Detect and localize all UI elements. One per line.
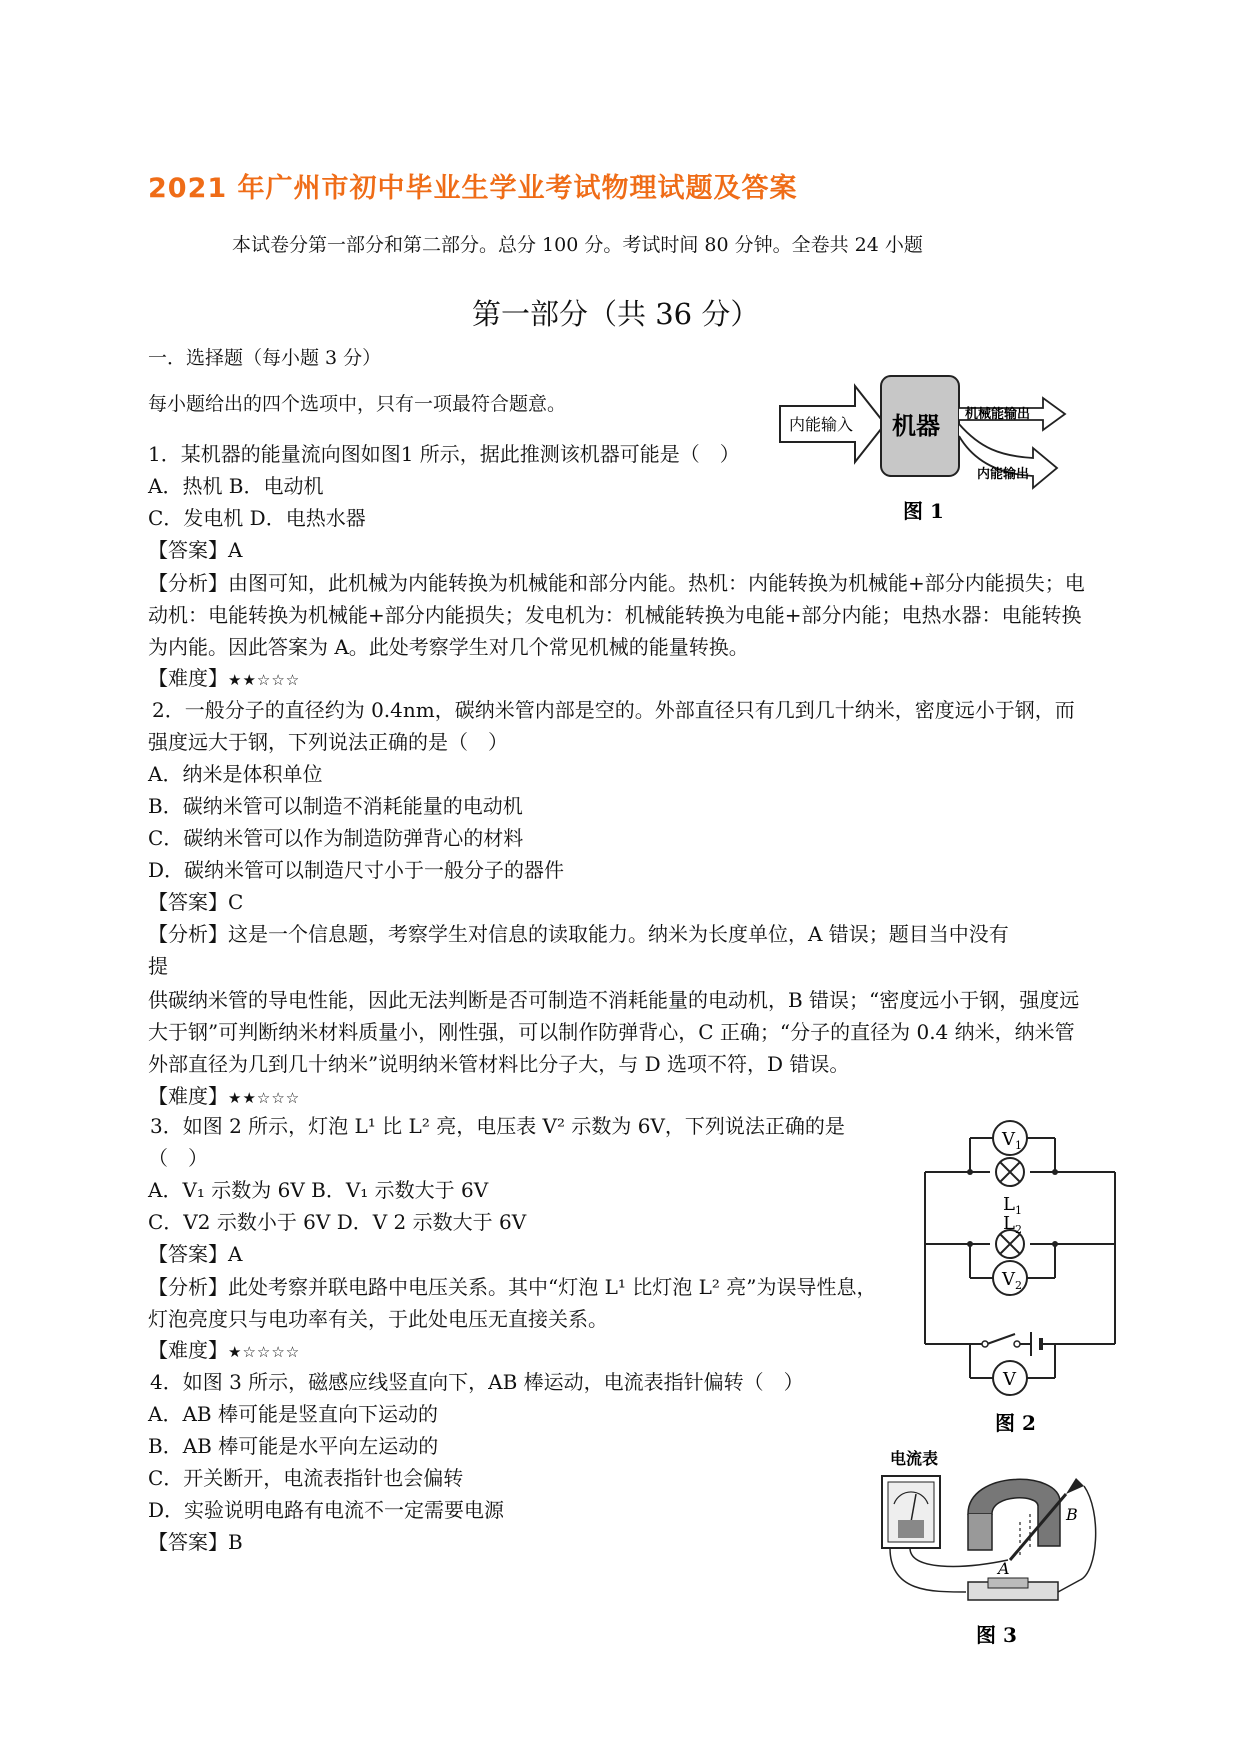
q2-difficulty — [148, 1082, 300, 1113]
figure-3-induction-apparatus — [870, 1442, 1110, 1650]
q1-options-cd: C．发电机 D．电热水器 — [148, 506, 366, 530]
q3-options-ab: A．V₁ 示数为 6V B．V₁ 示数大于 6V — [148, 1178, 489, 1202]
q1-difficulty — [148, 664, 300, 695]
q3-options-cd: C．V2 示数小于 6V D．V 2 示数大于 6V — [148, 1210, 527, 1234]
mech-output-label: 机械能输出 — [965, 407, 1031, 422]
v2-label: $V_2$ — [1002, 1269, 1022, 1292]
l2-label: $L_2$ — [1003, 1213, 1022, 1236]
q1-options-ab: A．热机 B．电动机 — [148, 474, 324, 498]
figure-1-caption: 图 1 — [903, 499, 944, 523]
q2-option-d: D．碳纳米管可以制造尺寸小于一般分子的器件 — [148, 858, 565, 882]
q1-answer: 【答案】A — [148, 538, 243, 562]
q3-analysis: 【分析】此处考察并联电路中电压关系。其中“灯泡 L¹ 比灯泡 L² 亮”为误导性息，灯泡亮度只与电功率有关，于此处电压无直接关系。 — [148, 1275, 877, 1331]
label-a: A — [998, 1559, 1010, 1578]
q4-option-d: D．实验说明电路有电流不一定需要电源 — [148, 1498, 505, 1522]
q3-stem-line1: 3．如图 2 所示，灯泡 L¹ 比 L² 亮，电压表 V² 示数为 6V，下列说法正确的是 — [150, 1114, 845, 1138]
q4-option-b: B．AB 棒可能是水平向左运动的 — [148, 1434, 439, 1458]
figure-2-circuit-diagram — [915, 1112, 1125, 1437]
difficulty-stars: ★★☆☆☆ — [228, 671, 301, 689]
figure-2-caption: 图 2 — [995, 1411, 1036, 1435]
q2-analysis-line2: 提 — [148, 954, 168, 978]
q1-stem: 1．某机器的能量流向图如图1 所示，据此推测该机器可能是（ ） — [148, 442, 740, 466]
q2-option-a: A．纳米是体积单位 — [148, 762, 323, 786]
switch-blade — [987, 1334, 1015, 1344]
difficulty-label: 【难度】 — [148, 1084, 228, 1108]
q3-stem-line2: （ ） — [148, 1146, 208, 1170]
v-label: V — [1003, 1369, 1016, 1390]
input-label: 内能输入 — [789, 415, 854, 434]
figure-1-energy-flow-diagram — [775, 368, 1095, 528]
section-title: 第一部分（共 36 分） — [472, 297, 760, 331]
q2-option-c: C．碳纳米管可以作为制造防弹背心的材料 — [148, 826, 524, 850]
difficulty-label: 【难度】 — [148, 1338, 228, 1362]
q3-answer: 【答案】A — [148, 1242, 243, 1266]
document-title: 2021 年广州市初中毕业生学业考试物理试题及答案 — [148, 173, 798, 204]
heat-output-label: 内能输出 — [977, 467, 1030, 482]
q4-stem: 4．如图 3 所示，磁感应线竖直向下，AB 棒运动，电流表指针偏转（ ） — [150, 1370, 804, 1394]
instruction: 每小题给出的四个选项中，只有一项最符合题意。 — [148, 393, 567, 415]
difficulty-stars: ★★☆☆☆ — [228, 1089, 301, 1107]
q2-stem: 2．一般分子的直径约为 0.4nm，碳纳米管内部是空的。外部直径只有几到几十纳米，密度远小于钢，而强度远大于钢，下列说法正确的是（ ） — [148, 698, 1075, 754]
q1-analysis: 【分析】由图可知，此机械为内能转换为机械能和部分内能。热机：内能转换为机械能+部分内能损失；电动机：电能转换为机械能+部分内能损失；发电机为：机械能转换为电能+部分内能；电热水器：电能转换为内能。因此答案为 A。此处考察学生对几个常见机械的能量转换。 — [148, 571, 1085, 659]
q2-analysis-line1: 【分析】这是一个信息题，考察学生对信息的读取能力。纳米为长度单位，A 错误；题目当中没有 — [148, 922, 1009, 946]
difficulty-label: 【难度】 — [148, 666, 228, 690]
part-heading: 一．选择题（每小题 3 分） — [148, 347, 382, 369]
v1-label: $V_1$ — [1002, 1129, 1022, 1152]
label-b: B — [1066, 1505, 1078, 1524]
difficulty-stars: ★☆☆☆☆ — [228, 1343, 301, 1361]
l1-label: $L_1$ — [1003, 1194, 1022, 1217]
exam-intro: 本试卷分第一部分和第二部分。总分 100 分。考试时间 80 分钟。全卷共 24 小题 — [232, 234, 923, 256]
machine-label: 机器 — [892, 412, 940, 440]
q4-option-c: C．开关断开，电流表指针也会偏转 — [148, 1466, 464, 1490]
q3-difficulty — [148, 1336, 300, 1367]
q2-option-b: B．碳纳米管可以制造不消耗能量的电动机 — [148, 794, 523, 818]
q2-answer: 【答案】C — [148, 890, 244, 914]
q4-answer: 【答案】B — [148, 1530, 243, 1554]
q4-option-a: A．AB 棒可能是竖直向下运动的 — [148, 1402, 438, 1426]
q2-analysis-rest: 供碳纳米管的导电性能，因此无法判断是否可制造不消耗能量的电动机，B 错误；“密度远小于钢，强度远大于钢”可判断纳米材料质量小，刚性强，可以制作防弹背心，C 正确；“分子的直径为 0.4 纳米，纳米管外部直径为几到几十纳米”说明纳米管材料比分子大，与 D 选项不符，D 错误。 — [148, 988, 1080, 1076]
meter-label: 电流表 — [890, 1449, 939, 1468]
figure-3-caption: 图 3 — [976, 1623, 1017, 1647]
